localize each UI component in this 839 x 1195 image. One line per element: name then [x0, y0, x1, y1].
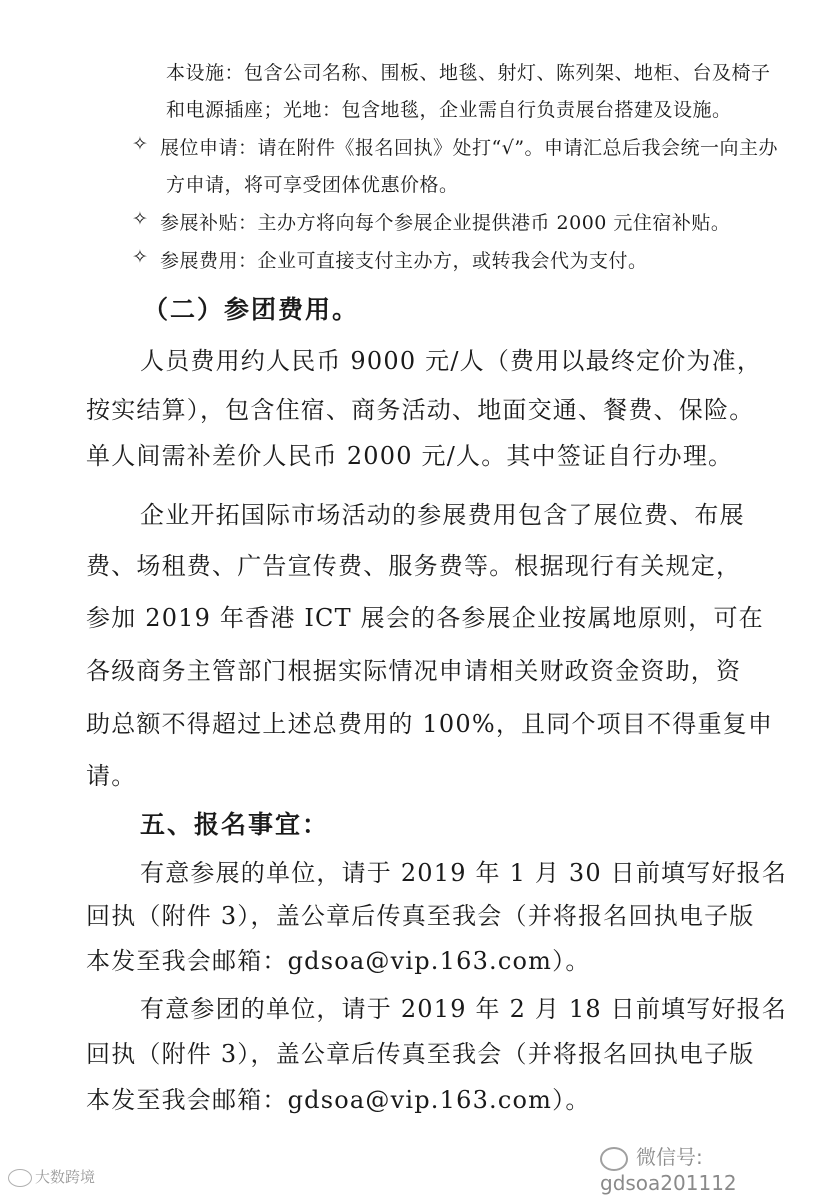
diamond-bullet-icon: ✧ — [132, 133, 148, 155]
text-line: 企业开拓国际市场活动的参展费用包含了展位费、布展 — [140, 501, 745, 529]
wechat-icon — [600, 1147, 628, 1171]
section-heading: （二）参团费用。 — [143, 295, 360, 324]
text-line: 有意参展的单位，请于 2019 年 1 月 30 日前填写好报名 — [140, 859, 788, 887]
text-line: 单人间需补差价人民币 2000 元/人。其中签证自行办理。 — [86, 442, 734, 470]
watermark-right-text: 微信号: gdsoa201112 — [600, 1145, 737, 1195]
text-line: 各级商务主管部门根据实际情况申请相关财政资金资助，资 — [86, 657, 742, 685]
text-line: 费、场租费、广告宣传费、服务费等。根据现行有关规定， — [86, 552, 742, 580]
watermark-right — [600, 1141, 839, 1195]
text-line: 展位申请：请在附件《报名回执》处打“√”。申请汇总后我会统一向主办 — [160, 137, 779, 159]
text-line: 回执（附件 3），盖公章后传真至我会（并将报名回执电子版 — [86, 1040, 755, 1068]
brand-logo-icon — [8, 1169, 32, 1187]
text-line: 回执（附件 3），盖公章后传真至我会（并将报名回执电子版 — [86, 902, 755, 930]
text-line: 本发至我会邮箱：gdsoa@vip.163.com）。 — [86, 1086, 591, 1114]
text-line: 按实结算），包含住宿、商务活动、地面交通、餐费、保险。 — [86, 396, 755, 424]
text-line: 和电源插座；光地：包含地毯，企业需自行负责展台搭建及设施。 — [166, 99, 732, 121]
text-line: 助总额不得超过上述总费用的 100%，且同个项目不得重复申 — [86, 710, 774, 738]
diamond-bullet-icon: ✧ — [132, 208, 148, 230]
watermark-left — [8, 1166, 95, 1187]
text-line: 参展补贴：主办方将向每个参展企业提供港币 2000 元住宿补贴。 — [160, 212, 731, 234]
text-line: 方申请，将可享受团体优惠价格。 — [166, 174, 459, 196]
text-line: 人员费用约人民币 9000 元/人（费用以最终定价为准， — [140, 347, 763, 375]
text-line: 参展费用：企业可直接支付主办方，或转我会代为支付。 — [160, 250, 648, 272]
text-line: 参加 2019 年香港 ICT 展会的各参展企业按属地原则，可在 — [86, 604, 764, 632]
text-line: 本发至我会邮箱：gdsoa@vip.163.com）。 — [86, 947, 591, 975]
text-line: 请。 — [86, 762, 137, 790]
watermark-left-text: 大数跨境 — [35, 1168, 96, 1186]
text-line: 本设施：包含公司名称、围板、地毯、射灯、陈列架、地柜、台及椅子 — [166, 62, 771, 84]
diamond-bullet-icon: ✧ — [132, 246, 148, 268]
section-heading: 五、报名事宜： — [140, 810, 330, 839]
text-line: 有意参团的单位，请于 2019 年 2 月 18 日前填写好报名 — [140, 995, 788, 1023]
